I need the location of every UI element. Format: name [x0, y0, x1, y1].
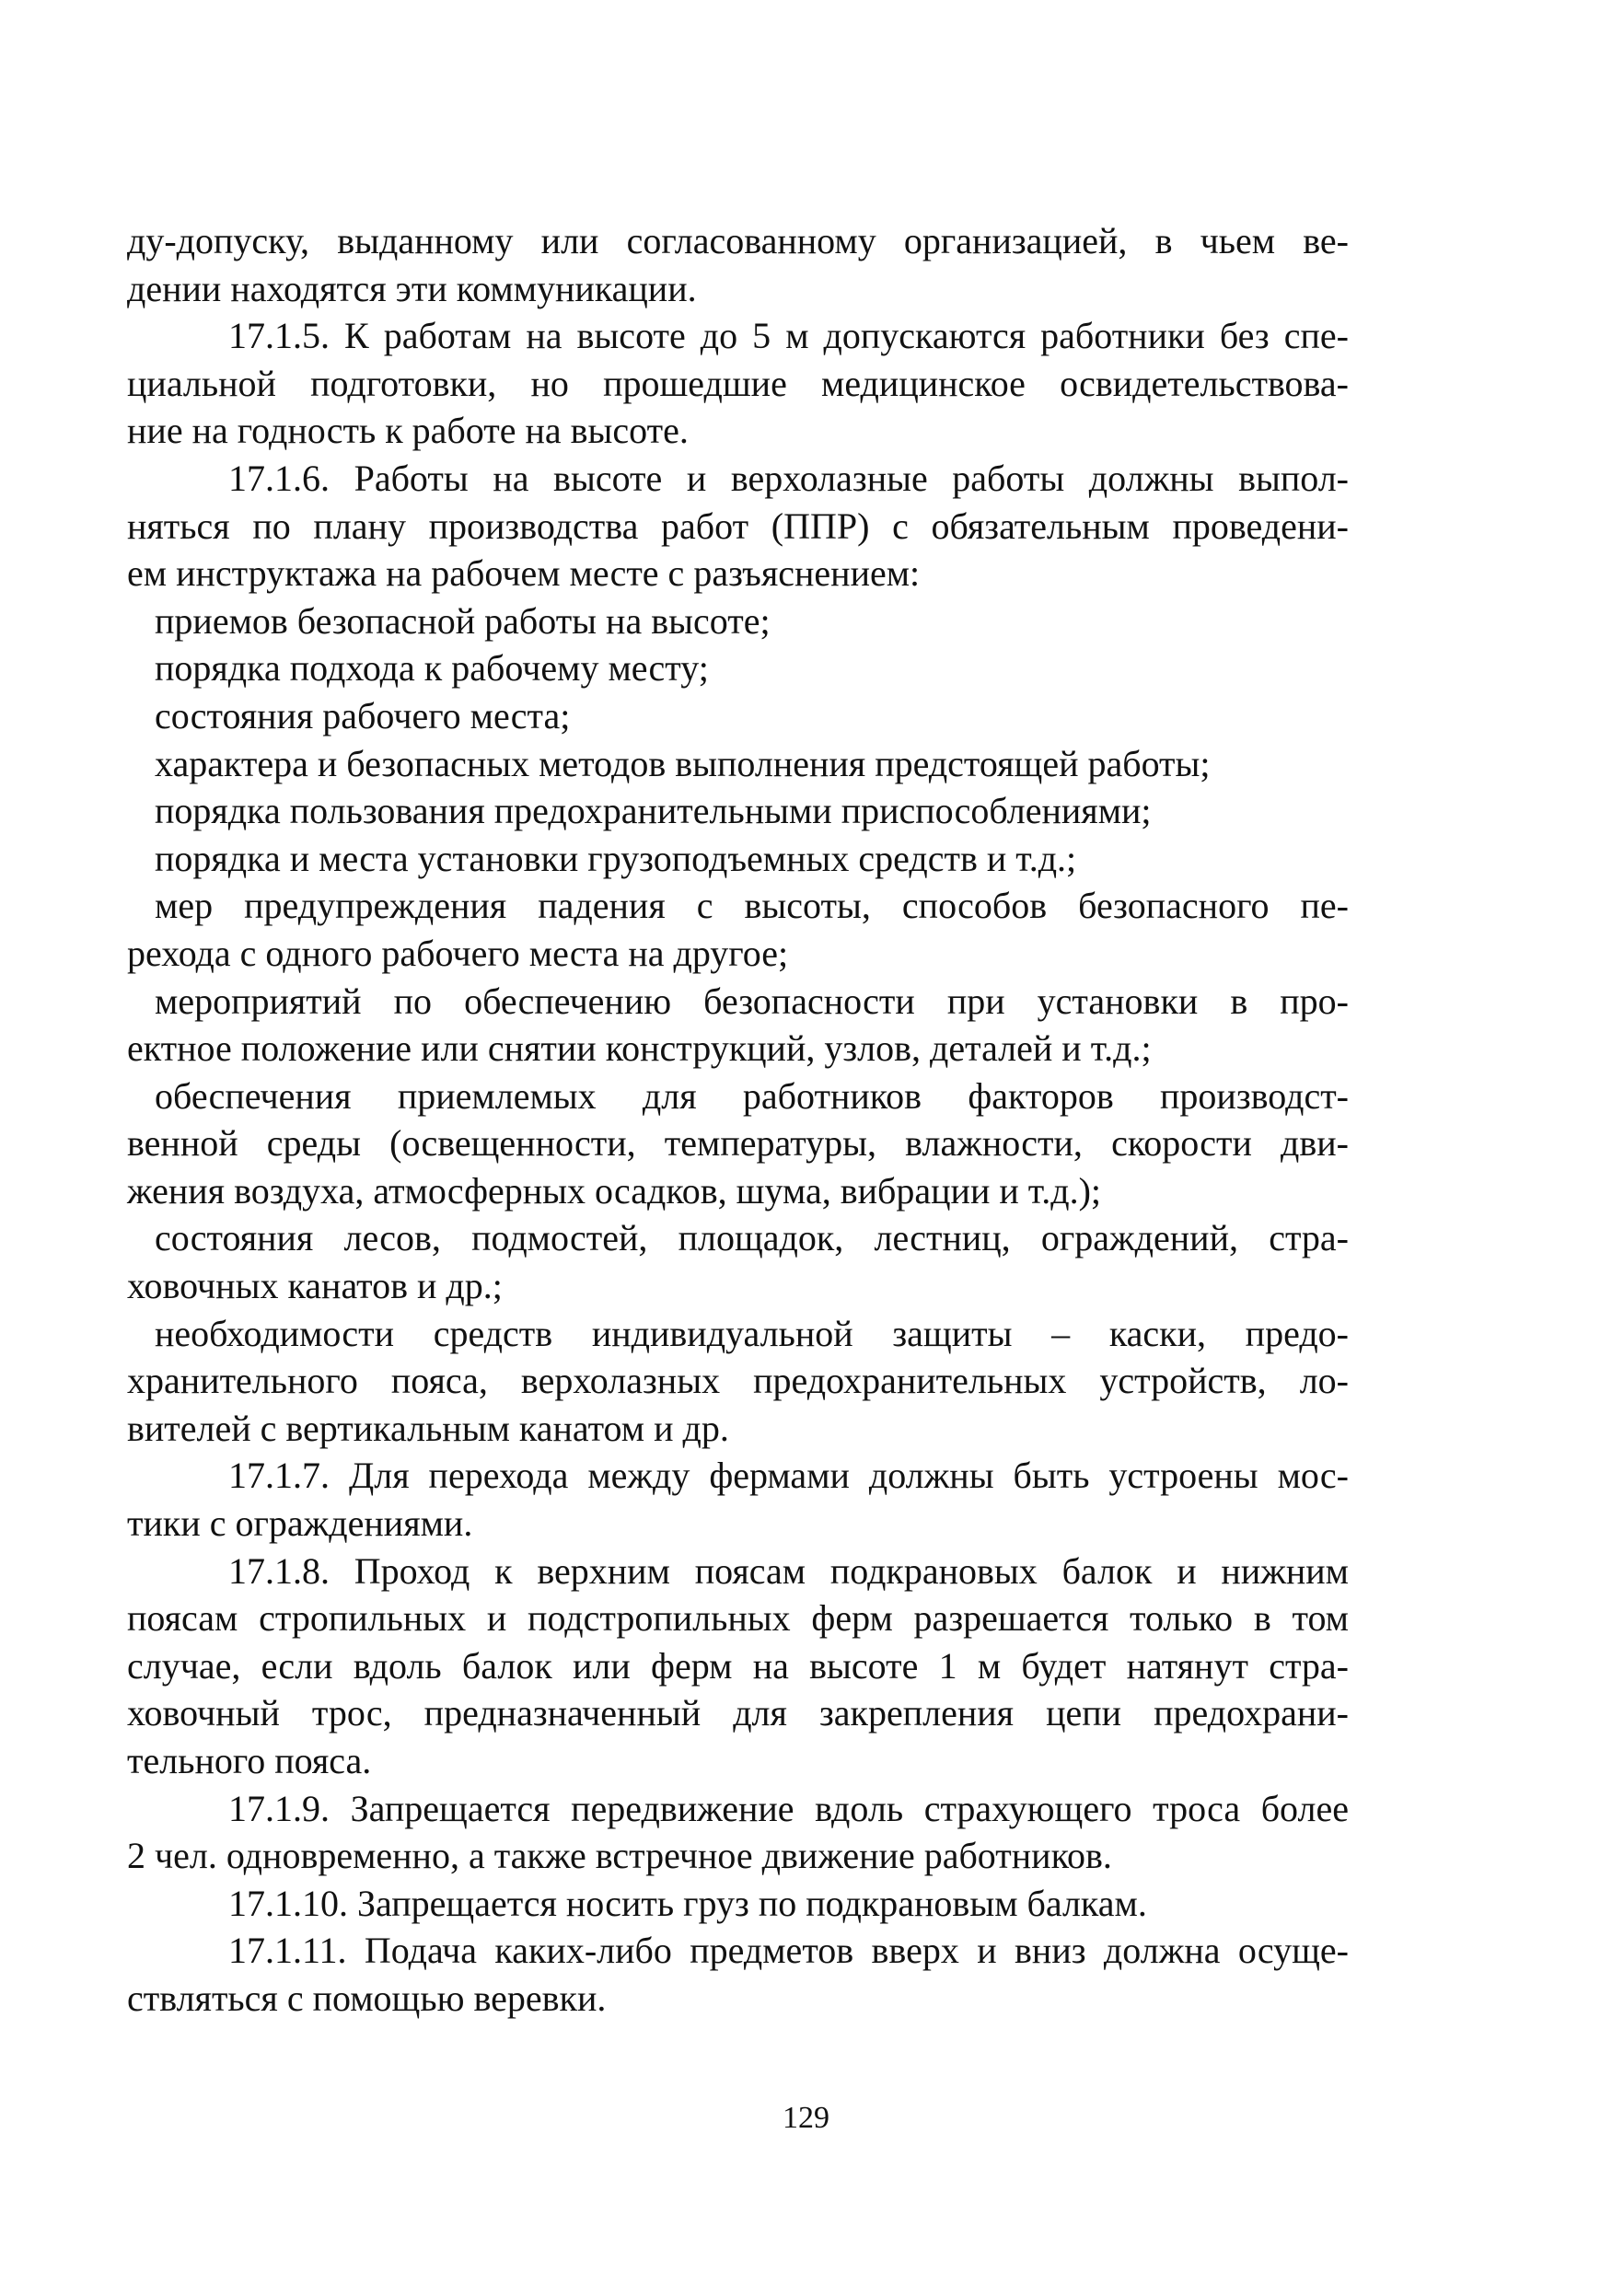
list-item: порядка и места установки грузоподъемных средств и т.д.; [155, 837, 1077, 879]
list-item: характера и безопасных методов выполнения предстоящей работы; [155, 742, 1211, 784]
list-item: необходимости средств индивидуальной защиты – каски, предо- [155, 1312, 1349, 1354]
list-item: мер предупреждения падения с высоты, способов безопасного пе- [155, 885, 1349, 927]
text-line: случае, если вдоль балок или ферм на высоте 1 м будет натянут стра- [127, 1644, 1349, 1687]
text-line: ектное положение или снятии конструкций, узлов, деталей и т.д.; [127, 1027, 1152, 1070]
list-item: состояния лесов, подмостей, площадок, лестниц, ограждений, стра- [155, 1217, 1349, 1259]
text-line: ховочных канатов и др.; [127, 1265, 503, 1307]
text-line: ду-допуску, выданному или согласованному организацией, в чьем ве- [127, 220, 1349, 261]
paragraph-17-1-6: 17.1.6. Работы на высоте и верхолазные работы должны выпол- [228, 457, 1349, 499]
body-text [127, 217, 1349, 2023]
text-line: ем инструктажа на рабочем месте с разъяснением: [127, 552, 921, 595]
text-line: ствляться с помощью веревки. [127, 1977, 607, 2019]
paragraph-17-1-7: 17.1.7. Для перехода между фермами должны быть устроены мос- [228, 1455, 1349, 1497]
text-line: хранительного пояса, верхолазных предохранительных устройств, ло- [127, 1360, 1349, 1402]
paragraph-17-1-11: 17.1.11. Подача каких-либо предметов вверх и вниз должна осуще- [228, 1930, 1349, 1972]
text-line: жения воздуха, атмосферных осадков, шума, вибрации и т.д.); [127, 1169, 1102, 1212]
page-number: 129 [783, 2101, 829, 2135]
text-line: рехода с одного рабочего места на другое; [127, 932, 789, 974]
text-line: дении находятся эти коммуникации. [127, 267, 697, 309]
text-line: 2 чел. одновременно, а также встречное движение работников. [127, 1835, 1112, 1877]
list-item: состояния рабочего места; [155, 694, 571, 736]
list-item: обеспечения приемлемых для работников факторов производст- [155, 1074, 1349, 1117]
paragraph-17-1-9: 17.1.9. Запрещается передвижение вдоль страхующего троса более [228, 1787, 1349, 1829]
text-line: венной среды (освещенности, температуры, влажности, скорости дви- [127, 1122, 1349, 1165]
text-line: вителей с вертикальным канатом и др. [127, 1407, 729, 1449]
text-line: тики с ограждениями. [127, 1502, 473, 1545]
text-line: поясам стропильных и подстропильных ферм разрешается только в том [127, 1597, 1349, 1640]
text-line: ховочный трос, предназначенный для закрепления цепи предохрани- [127, 1692, 1349, 1734]
text-line: ние на годность к работе на высоте. [127, 410, 689, 452]
list-item: приемов безопасной работы на высоте; [155, 599, 771, 642]
text-line: тельного пояса. [127, 1740, 372, 1781]
list-item: мероприятий по обеспечению безопасности при установки в про- [155, 980, 1349, 1022]
text-line: циальной подготовки, но прошедшие медицинское освидетельствова- [127, 362, 1349, 404]
paragraph-17-1-8: 17.1.8. Проход к верхним поясам подкрановых балок и нижним [228, 1549, 1349, 1592]
paragraph-17-1-5: 17.1.5. К работам на высоте до 5 м допускаются работники без спе- [228, 315, 1349, 357]
list-item: порядка пользования предохранительными приспособлениями; [155, 790, 1152, 832]
text-line: няться по плану производства работ (ППР) с обязательным проведени- [127, 504, 1349, 547]
paragraph-17-1-10: 17.1.10. Запрещается носить груз по подкрановым балкам. [228, 1882, 1147, 1924]
list-item: порядка подхода к рабочему месту; [155, 647, 709, 690]
